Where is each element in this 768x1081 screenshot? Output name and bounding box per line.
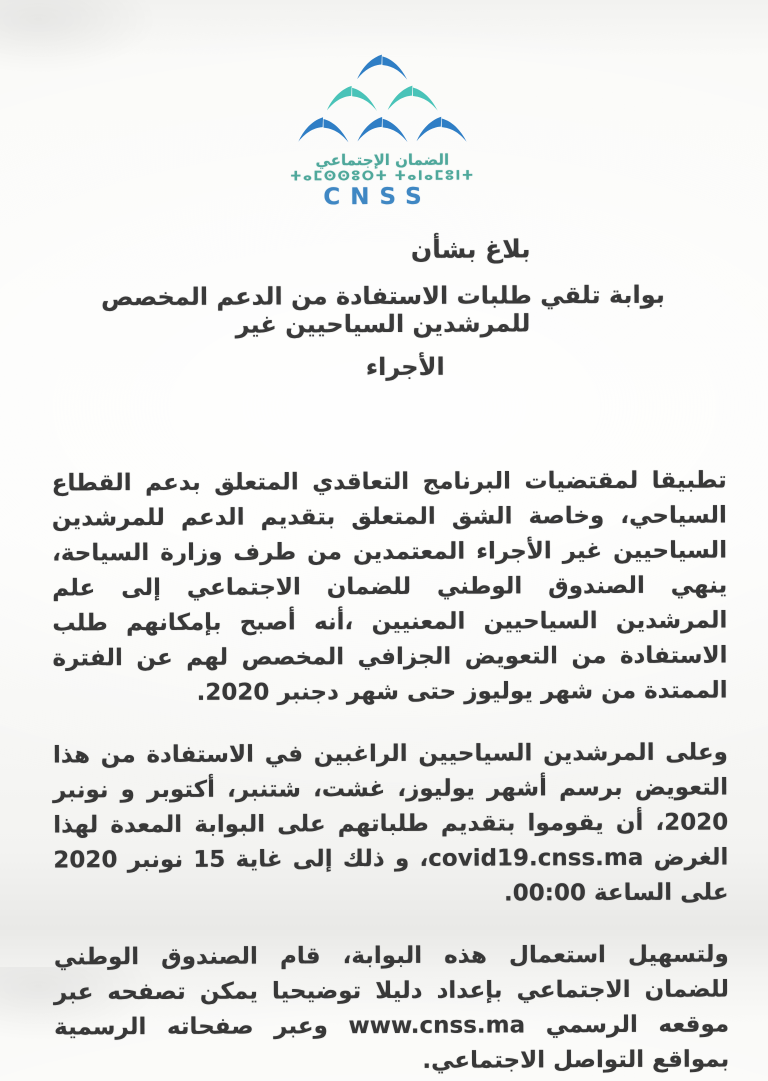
logo-latin-name: CNSS xyxy=(323,183,432,211)
logo-tifinagh-name: ⵜⴰⵎⵙⵙⵓⵔⵜ ⵜⴰⵏⴰⵎⵓⵏⵜ xyxy=(290,168,475,185)
body-paragraph-2: وعلى المرشدين السياحيين الراغبين في الاستفادة من هذا التعويض برسم أشهر يوليوز، غشت، شتنبر، أكتوبر و نونبر 2020، أن يقوموا بتقديم طلباتهم على البوابة المعدة لهذا الغرض covid19.cnss.ma، و ذلك إلى غاية 15 نونبر 2020 على الساعة 00:00. xyxy=(52,739,729,907)
arch-bottom-left-icon xyxy=(298,117,348,142)
body-paragraph-3: ولتسهيل استعمال هذه البوابة، قام الصندوق الوطني للضمان الاجتماعي بإعداد دليلا توضيحيا يمكن تصفحه عبر موقعه الرسمي www.cnss.ma وعبر صفحاته الرسمية بمواقع التواصل الاجتماعي. xyxy=(53,941,730,1074)
cnss-logo xyxy=(0,50,767,210)
body-paragraph-1: تطبيقا لمقتضيات البرنامج التعاقدي المتعلق بدعم القطاع السياحي، وخاصة الشق المتعلق بتقديم الدعم للمرشدين السياحيين غير الأجراء المعتمدين من طرف وزارة السياحة، ينهي الصندوق الوطني للضمان الاجتماعي إلى علم المرشدين السياحيين المعنيين ،أنه أصبح بإمكانهم طلب الاستفادة من التعويض الجزافي المخصص لهم عن الفترة الممتدة من شهر يوليوز حتى شهر دجنبر 2020. xyxy=(51,467,728,706)
arch-bottom-center-icon xyxy=(357,117,407,142)
communique-body xyxy=(52,464,730,1081)
arch-middle-right-icon xyxy=(388,86,438,111)
communique-subtitle-line2: الأجراء xyxy=(365,352,445,382)
communique-subtitle-line1: بوابة تلقي طلبات الاستفادة من الدعم المخصص للمرشدين السياحيين غير xyxy=(101,280,665,339)
logo-arabic-name: الضمان الإجتماعي xyxy=(315,150,450,170)
title-block xyxy=(0,233,767,382)
cnss-umbrellas-icon xyxy=(295,52,469,145)
arch-middle-left-icon xyxy=(327,86,377,111)
arch-top-icon xyxy=(357,54,407,79)
communique-title: بلاغ بشأن xyxy=(410,234,531,264)
arch-bottom-right-icon xyxy=(416,117,466,142)
